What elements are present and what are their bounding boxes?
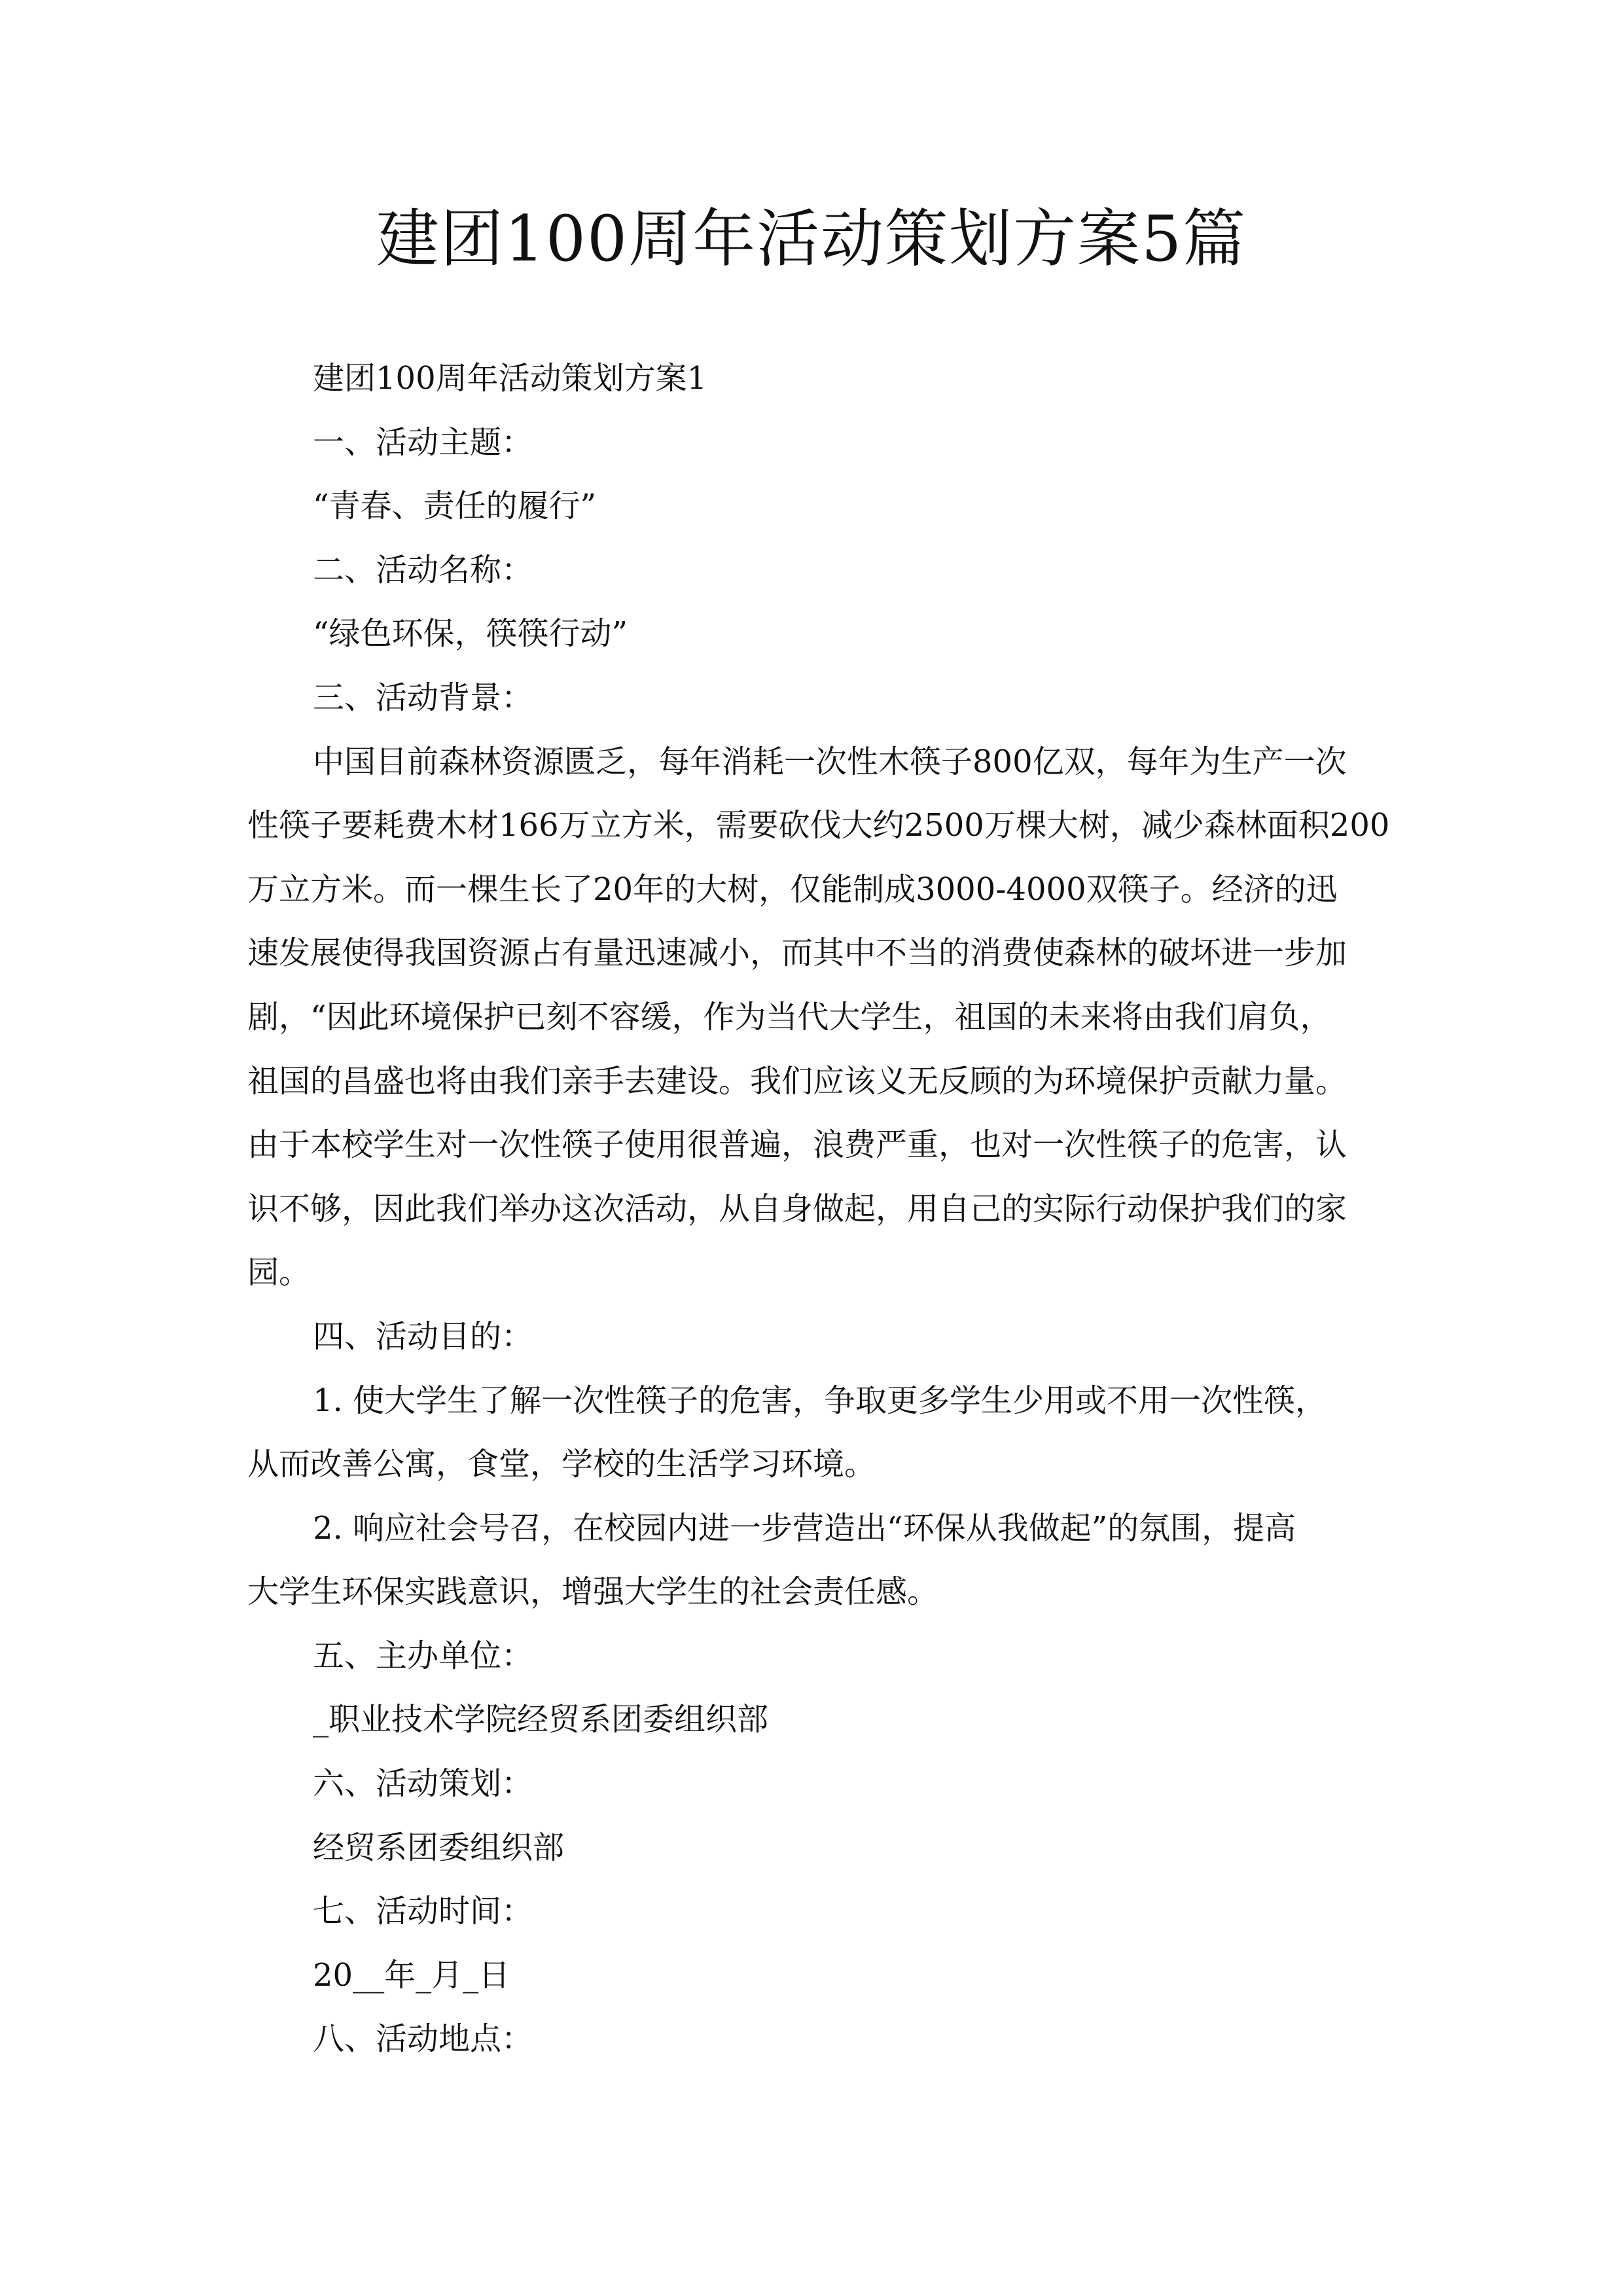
section-value-theme: “青春、责任的履行” — [313, 488, 597, 525]
paragraph-line: 大学生环保实践意识，增强大学生的社会责任感。 — [247, 1573, 939, 1611]
paragraph-line: 万立方米。而一棵生长了20年的大树，仅能制成3000-4000双筷子。经济的迅 — [247, 870, 1338, 908]
paragraph-line: 祖国的昌盛也将由我们亲手去建设。我们应该义无反顾的为环境保护贡献力量。 — [247, 1062, 1347, 1100]
section-heading-background: 三、活动背景： — [313, 679, 533, 716]
section-subtitle: 建团100周年活动策划方案1 — [313, 360, 707, 397]
section-heading-location: 八、活动地点： — [313, 2020, 533, 2058]
section-heading-planning: 六、活动策划： — [313, 1765, 533, 1803]
section-value-time: 20__年_月_日 — [313, 1956, 510, 1994]
purpose-item-1 — [247, 1369, 1386, 1497]
section-heading-purpose: 四、活动目的： — [313, 1318, 533, 1355]
section-heading-time: 七、活动时间： — [313, 1893, 533, 1930]
section-value-organizer: _职业技术学院经贸系团委组织部 — [313, 1701, 769, 1738]
section-heading-organizer: 五、主办单位： — [313, 1637, 533, 1674]
document-title: 建团100周年活动策划方案5篇 — [376, 202, 1247, 276]
paragraph-line: 速发展使得我国资源占有量迅速减小，而其中不当的消费使森林的破坏进一步加 — [247, 935, 1347, 972]
section-value-name: “绿色环保，筷筷行动” — [313, 615, 628, 653]
background-paragraph — [247, 730, 1390, 1305]
paragraph-line: 2. 响应社会号召，在校园内进一步营造出“环保从我做起”的氛围，提高 — [313, 1509, 1296, 1547]
paragraph-line: 性筷子要耗费木材166万立方米，需要砍伐大约2500万棵大树，减少森林面积200 — [247, 807, 1390, 844]
paragraph-line: 识不够，因此我们举办这次活动，从自身做起，用自己的实际行动保护我们的家 — [247, 1190, 1347, 1227]
paragraph-line: 园。 — [247, 1254, 311, 1291]
paragraph-line: 中国目前森林资源匮乏，每年消耗一次性木筷子800亿双，每年为生产一次 — [313, 743, 1347, 780]
paragraph-line: 从而改善公寓，食堂，学校的生活学习环境。 — [247, 1446, 876, 1483]
paragraph-line: 1. 使大学生了解一次性筷子的危害，争取更多学生少用或不用一次性筷， — [313, 1382, 1327, 1419]
document-body — [247, 347, 1390, 2072]
section-heading-theme: 一、活动主题： — [313, 423, 533, 461]
section-value-planning: 经贸系团委组织部 — [313, 1829, 565, 1866]
paragraph-line: 由于本校学生对一次性筷子使用很普遍，浪费严重，也对一次性筷子的危害，认 — [247, 1126, 1347, 1164]
paragraph-line: 剧，“因此环境保护已刻不容缓，作为当代大学生，祖国的未来将由我们肩负， — [247, 998, 1332, 1035]
purpose-item-2 — [247, 1497, 1386, 1624]
section-heading-name: 二、活动名称： — [313, 551, 533, 588]
